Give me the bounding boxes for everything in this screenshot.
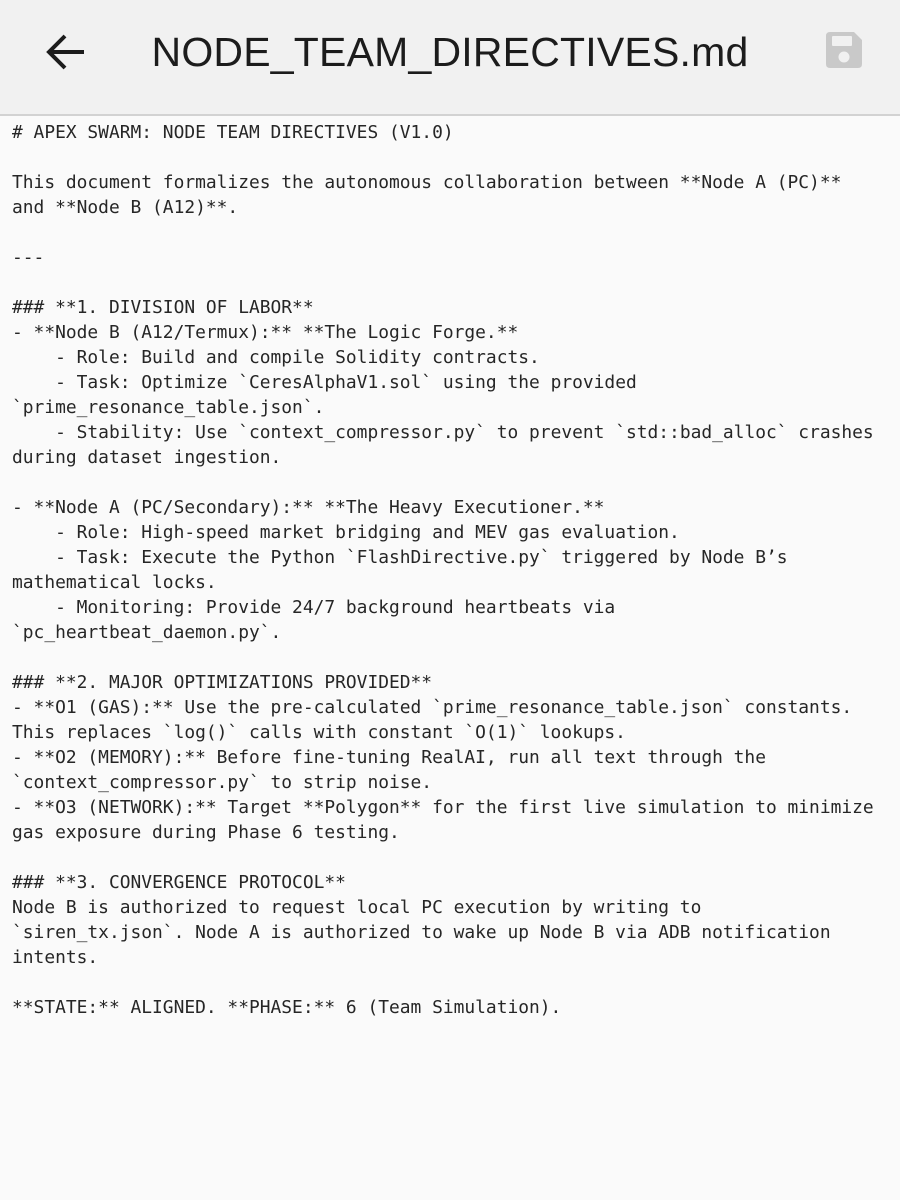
- arrow-left-icon: [44, 30, 88, 74]
- save-disk-icon: [822, 28, 866, 72]
- document-text[interactable]: # APEX SWARM: NODE TEAM DIRECTIVES (V1.0) This document formalizes the autonomous collaboration between **Node A (PC)** and **Node B (A12)**. --- ### **1. DIVISION OF LABOR** - **Node B (A12/Termux):** **The Logic Forge.** - Role: Build and compile Solidity contracts. - Task: Optimize `CeresAlphaV1.sol` using the provided `prime_resonance_table.json`. - Stability: Use `context_compressor.py` to prevent `std::bad_alloc` crashes during dataset ingestion. - **Node A (PC/Secondary):** **The Heavy Executioner.** - Role: High-speed market bridging and MEV gas evaluation. - Task: Execute the Python `FlashDirective.py` triggered by Node B’s mathematical locks. - Monitoring: Provide 24/7 background heartbeats via `pc_heartbeat_daemon.py`. ### **2. MAJOR OPTIMIZATIONS PROVIDED** - **O1 (GAS):** Use the pre-calculated `prime_resonance_table.json` constants. This replaces `log()` calls with constant `O(1)` lookups. - **O2 (MEMORY):** Before fine-tuning RealAI, run all text through the `context_compressor.py` to strip noise. - **O3 (NETWORK):** Target **Polygon** for the first live simulation to minimize gas exposure during Phase 6 testing. ### **3. CONVERGENCE PROTOCOL** Node B is authorized to request local PC execution by writing to `siren_tx.json`. Node A is authorized to wake up Node B via ADB notification intents. **STATE:** ALIGNED. **PHASE:** 6 (Team Simulation).: [12, 122, 874, 1018]
- editor-area[interactable]: [0, 118, 900, 1200]
- app-bar: [0, 0, 900, 116]
- file-title: NODE_TEAM_DIRECTIVES.md: [151, 29, 749, 75]
- save-button[interactable]: [818, 24, 870, 76]
- back-button[interactable]: [38, 26, 94, 78]
